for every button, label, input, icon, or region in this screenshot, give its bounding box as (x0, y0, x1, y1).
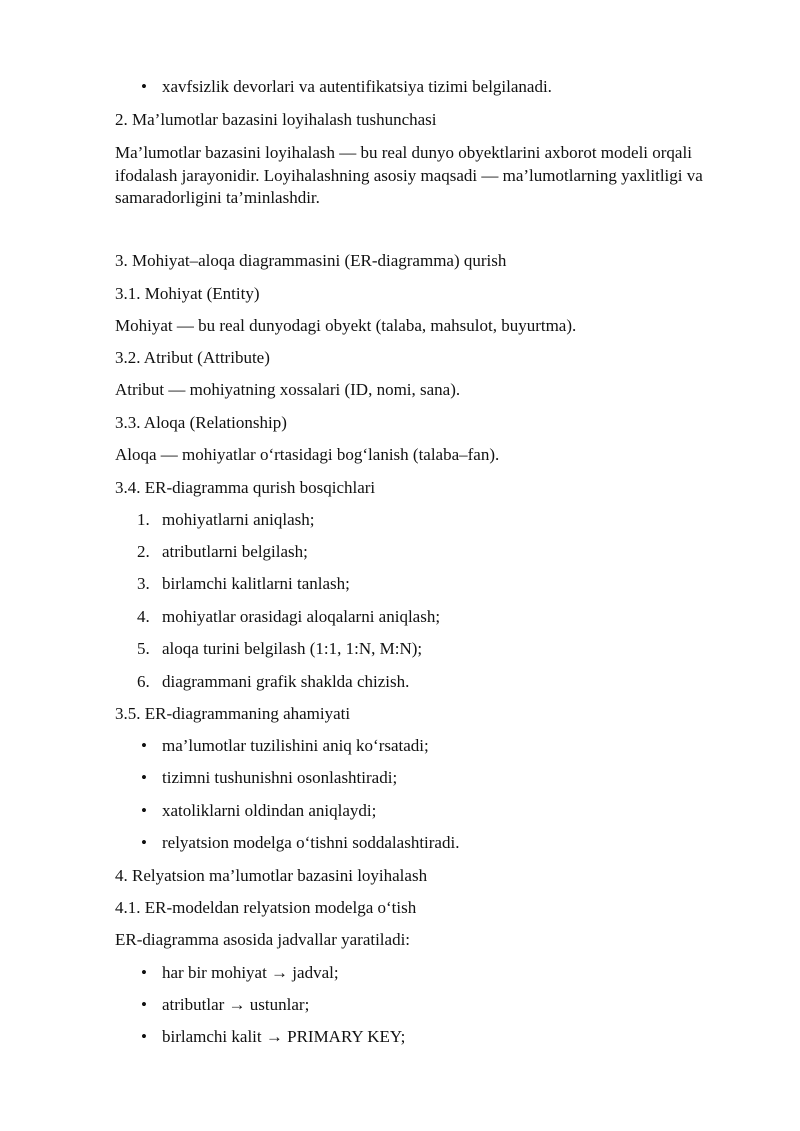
bullet-marker: • (141, 77, 147, 96)
section-heading: 2. Ma’lumotlar bazasini loyihalash tushunchasi (115, 110, 437, 129)
list-number: 2. (137, 542, 150, 561)
list-item: atributlar → ustunlar; (162, 995, 310, 1014)
paragraph: Aloqa — mohiyatlar o‘rtasidagi bog‘lanish (talaba–fan). (115, 445, 500, 464)
list-item: ma’lumotlar tuzilishini aniq ko‘rsatadi; (162, 736, 429, 755)
list-item: relyatsion modelga o‘tishni soddalashtiradi. (162, 833, 460, 852)
subsection-heading: 3.5. ER-diagrammaning ahamiyati (115, 704, 351, 723)
list-item: birlamchi kalitlarni tanlash; (162, 574, 350, 593)
list-item: mohiyatlar orasidagi aloqalarni aniqlash; (162, 607, 441, 626)
list-item: birlamchi kalit → PRIMARY KEY; (162, 1027, 406, 1046)
list-item: mohiyatlarni aniqlash; (162, 510, 315, 529)
list-number: 5. (137, 639, 150, 658)
list-item: diagrammani grafik shaklda chizish. (162, 672, 410, 691)
list-item: atributlarni belgilash; (162, 542, 308, 561)
list-item: tizimni tushunishni osonlashtiradi; (162, 768, 398, 787)
subsection-heading: 3.1. Mohiyat (Entity) (115, 284, 260, 303)
list-item: xatoliklarni oldindan aniqlaydi; (162, 801, 377, 820)
bullet-marker: • (141, 801, 147, 820)
list-item: aloqa turini belgilash (1:1, 1:N, M:N); (162, 639, 423, 658)
list-item: xavfsizlik devorlari va autentifikatsiya tizimi belgilanadi. (162, 77, 552, 96)
paragraph: Mohiyat — bu real dunyodagi obyekt (talaba, mahsulot, buyurtma). (115, 316, 577, 335)
subsection-heading: 3.4. ER-diagramma qurish bosqichlari (115, 478, 376, 497)
bullet-marker: • (141, 736, 147, 755)
paragraph: ER-diagramma asosida jadvallar yaratiladi: (115, 930, 411, 949)
bullet-marker: • (141, 833, 147, 852)
section-heading: 4. Relyatsion ma’lumotlar bazasini loyihalash (115, 866, 428, 885)
bullet-marker: • (141, 1027, 147, 1046)
paragraph: Ma’lumotlar bazasini loyihalash — bu real dunyo obyektlarini axborot modeli orqali ifodalash jarayonidir. Loyihalashning asosiy maqsadi — ma’lumotlarning yaxlitligi va samaradorligini ta’minlashdir. (115, 143, 703, 207)
bullet-marker: • (141, 768, 147, 787)
subsection-heading: 3.2. Atribut (Attribute) (115, 348, 270, 367)
paragraph: Atribut — mohiyatning xossalari (ID, nomi, sana). (115, 380, 461, 399)
list-number: 1. (137, 510, 150, 529)
bullet-marker: • (141, 963, 147, 982)
list-number: 6. (137, 672, 150, 691)
subsection-heading: 3.3. Aloqa (Relationship) (115, 413, 287, 432)
subsection-heading: 4.1. ER-modeldan relyatsion modelga o‘tish (115, 898, 417, 917)
list-number: 4. (137, 607, 150, 626)
section-heading: 3. Mohiyat–aloqa diagrammasini (ER-diagramma) qurish (115, 251, 507, 270)
list-number: 3. (137, 574, 150, 593)
list-item: har bir mohiyat → jadval; (162, 963, 339, 982)
bullet-marker: • (141, 995, 147, 1014)
